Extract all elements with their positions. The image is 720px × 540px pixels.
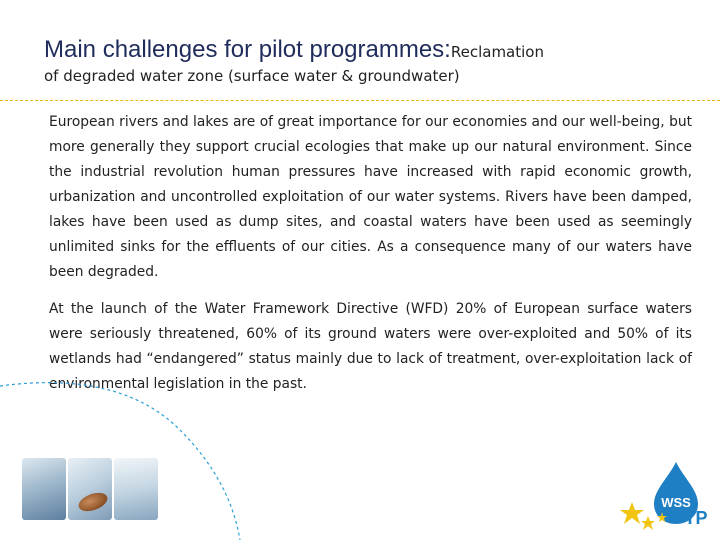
photo-panel-1 bbox=[22, 458, 66, 520]
title-rest-text: Reclamation bbox=[450, 43, 544, 61]
title-divider bbox=[0, 100, 720, 101]
title-line-2: of degraded water zone (surface water & groundwater) bbox=[44, 67, 460, 85]
paragraph-2: At the launch of the Water Framework Directive (WFD) 20% of European surface waters were seriously threatened, 60% of its ground waters were over-exploited and 50% of its wetlands had “endangered” status mainly due to lack of treatment, over-exploitation lack of environmental legislation in the past. bbox=[49, 301, 692, 392]
title-main-text: Main challenges for pilot programmes: bbox=[44, 36, 451, 63]
slide-title bbox=[44, 36, 704, 86]
title-line-1 bbox=[44, 36, 704, 66]
wss-tp-logo bbox=[618, 460, 718, 536]
leaf-image bbox=[76, 489, 110, 514]
photo-panel-2 bbox=[68, 458, 112, 520]
photo-panel-3 bbox=[114, 458, 158, 520]
body-text bbox=[49, 110, 692, 409]
paragraph-1: European rivers and lakes are of great importance for our economies and our well-being, but more generally they support crucial ecologies that make up our natural environment. Since the industrial revolution human pressures have increased with rapid economic growth, urbanization and uncontrolled exploitation of our water systems. Rivers have been damped, lakes have been used as dump sites, and coastal waters have been used as seemingly unlimited sinks for the effluents of our cities. As a consequence many of our waters have been degraded. bbox=[49, 114, 692, 280]
logo-text-bottom: TP bbox=[684, 508, 708, 528]
star-icon bbox=[641, 516, 655, 530]
logo-text-top: WSS bbox=[661, 495, 691, 510]
water-photo bbox=[22, 458, 158, 520]
star-icon bbox=[620, 502, 644, 524]
